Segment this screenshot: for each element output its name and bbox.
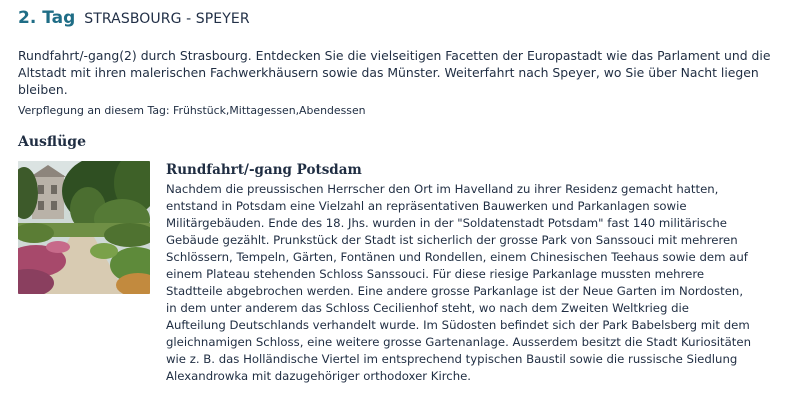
excursion-title: Rundfahrt/-gang Potsdam: [166, 162, 362, 178]
excursion-description-line: Schlössern, Tempeln, Gärten, Fontänen und Rondellen, einem Chinesischen Teehaus sowie dem auf: [166, 250, 748, 264]
excursion-description-line: Nachdem die preussischen Herrscher den Ort im Havelland zu ihrer Residenz gemacht hatten,: [166, 182, 719, 196]
excursion-description-line: in dem unter anderem das Schloss Cecilienhof steht, wo nach dem Zweiten Weltkrieg die: [166, 301, 689, 315]
excursion-description-line: Stadtteile abgebrochen werden. Eine andere grosse Parkanlage ist der Neue Garten im Nordosten,: [166, 284, 744, 298]
excursion-description-line: Gebäude gezählt. Prunkstück der Stadt ist sicherlich der grosse Park von Sanssouci mit mehreren: [166, 233, 738, 247]
day-header: [18, 8, 250, 28]
excursions-heading: Ausflüge: [18, 134, 86, 150]
excursion-description-line: einem Plateau stehenden Schloss Sanssouci. Für diese riesige Parkanlage mussten mehrere: [166, 267, 705, 281]
excursion-description-line: entstand in Potsdam eine Vielzahl an repräsentativen Bauwerken und Parkanlagen sowie: [166, 199, 687, 213]
day-route: STRASBOURG - SPEYER: [84, 11, 250, 27]
excursion-description-line: gleichnamigen Schloss, eine weitere grosse Gartenanlage. Ausserdem besitzt die Stadt Kuriositäten: [166, 335, 751, 349]
excursion-description-line: Alexandrowka mit dazugehöriger orthodoxer Kirche.: [166, 369, 472, 383]
excursion-description-line: wie z. B. das Holländische Viertel im entsprechend typischen Baustil sowie die russische Siedlung: [166, 352, 738, 366]
day-label: 2. Tag: [18, 8, 76, 28]
excursion-description: [166, 181, 786, 385]
day-description: Rundfahrt/-gang(2) durch Strasbourg. Entdecken Sie die vielseitigen Facetten der Europastadt wie das Parlament und die Altstadt mit ihren malerischen Fachwerkhäusern sowie das Münster. Weiterfahrt nach Speyer, wo Sie über Nacht liegen bleiben.: [18, 48, 771, 97]
excursion-description-line: Militärgebäuden. Ende des 18. Jhs. wurden in der "Soldatenstadt Potsdam" fast 140 militärische: [166, 216, 727, 230]
excursion-photo: [18, 161, 150, 294]
meals-info: Verpflegung an diesem Tag: Frühstück,Mittagessen,Abendessen: [18, 104, 366, 117]
excursion-description-line: Aufteilung Deutschlands verhandelt wurde. Im Südosten befindet sich der Park Babelsberg mit dem: [166, 318, 750, 332]
